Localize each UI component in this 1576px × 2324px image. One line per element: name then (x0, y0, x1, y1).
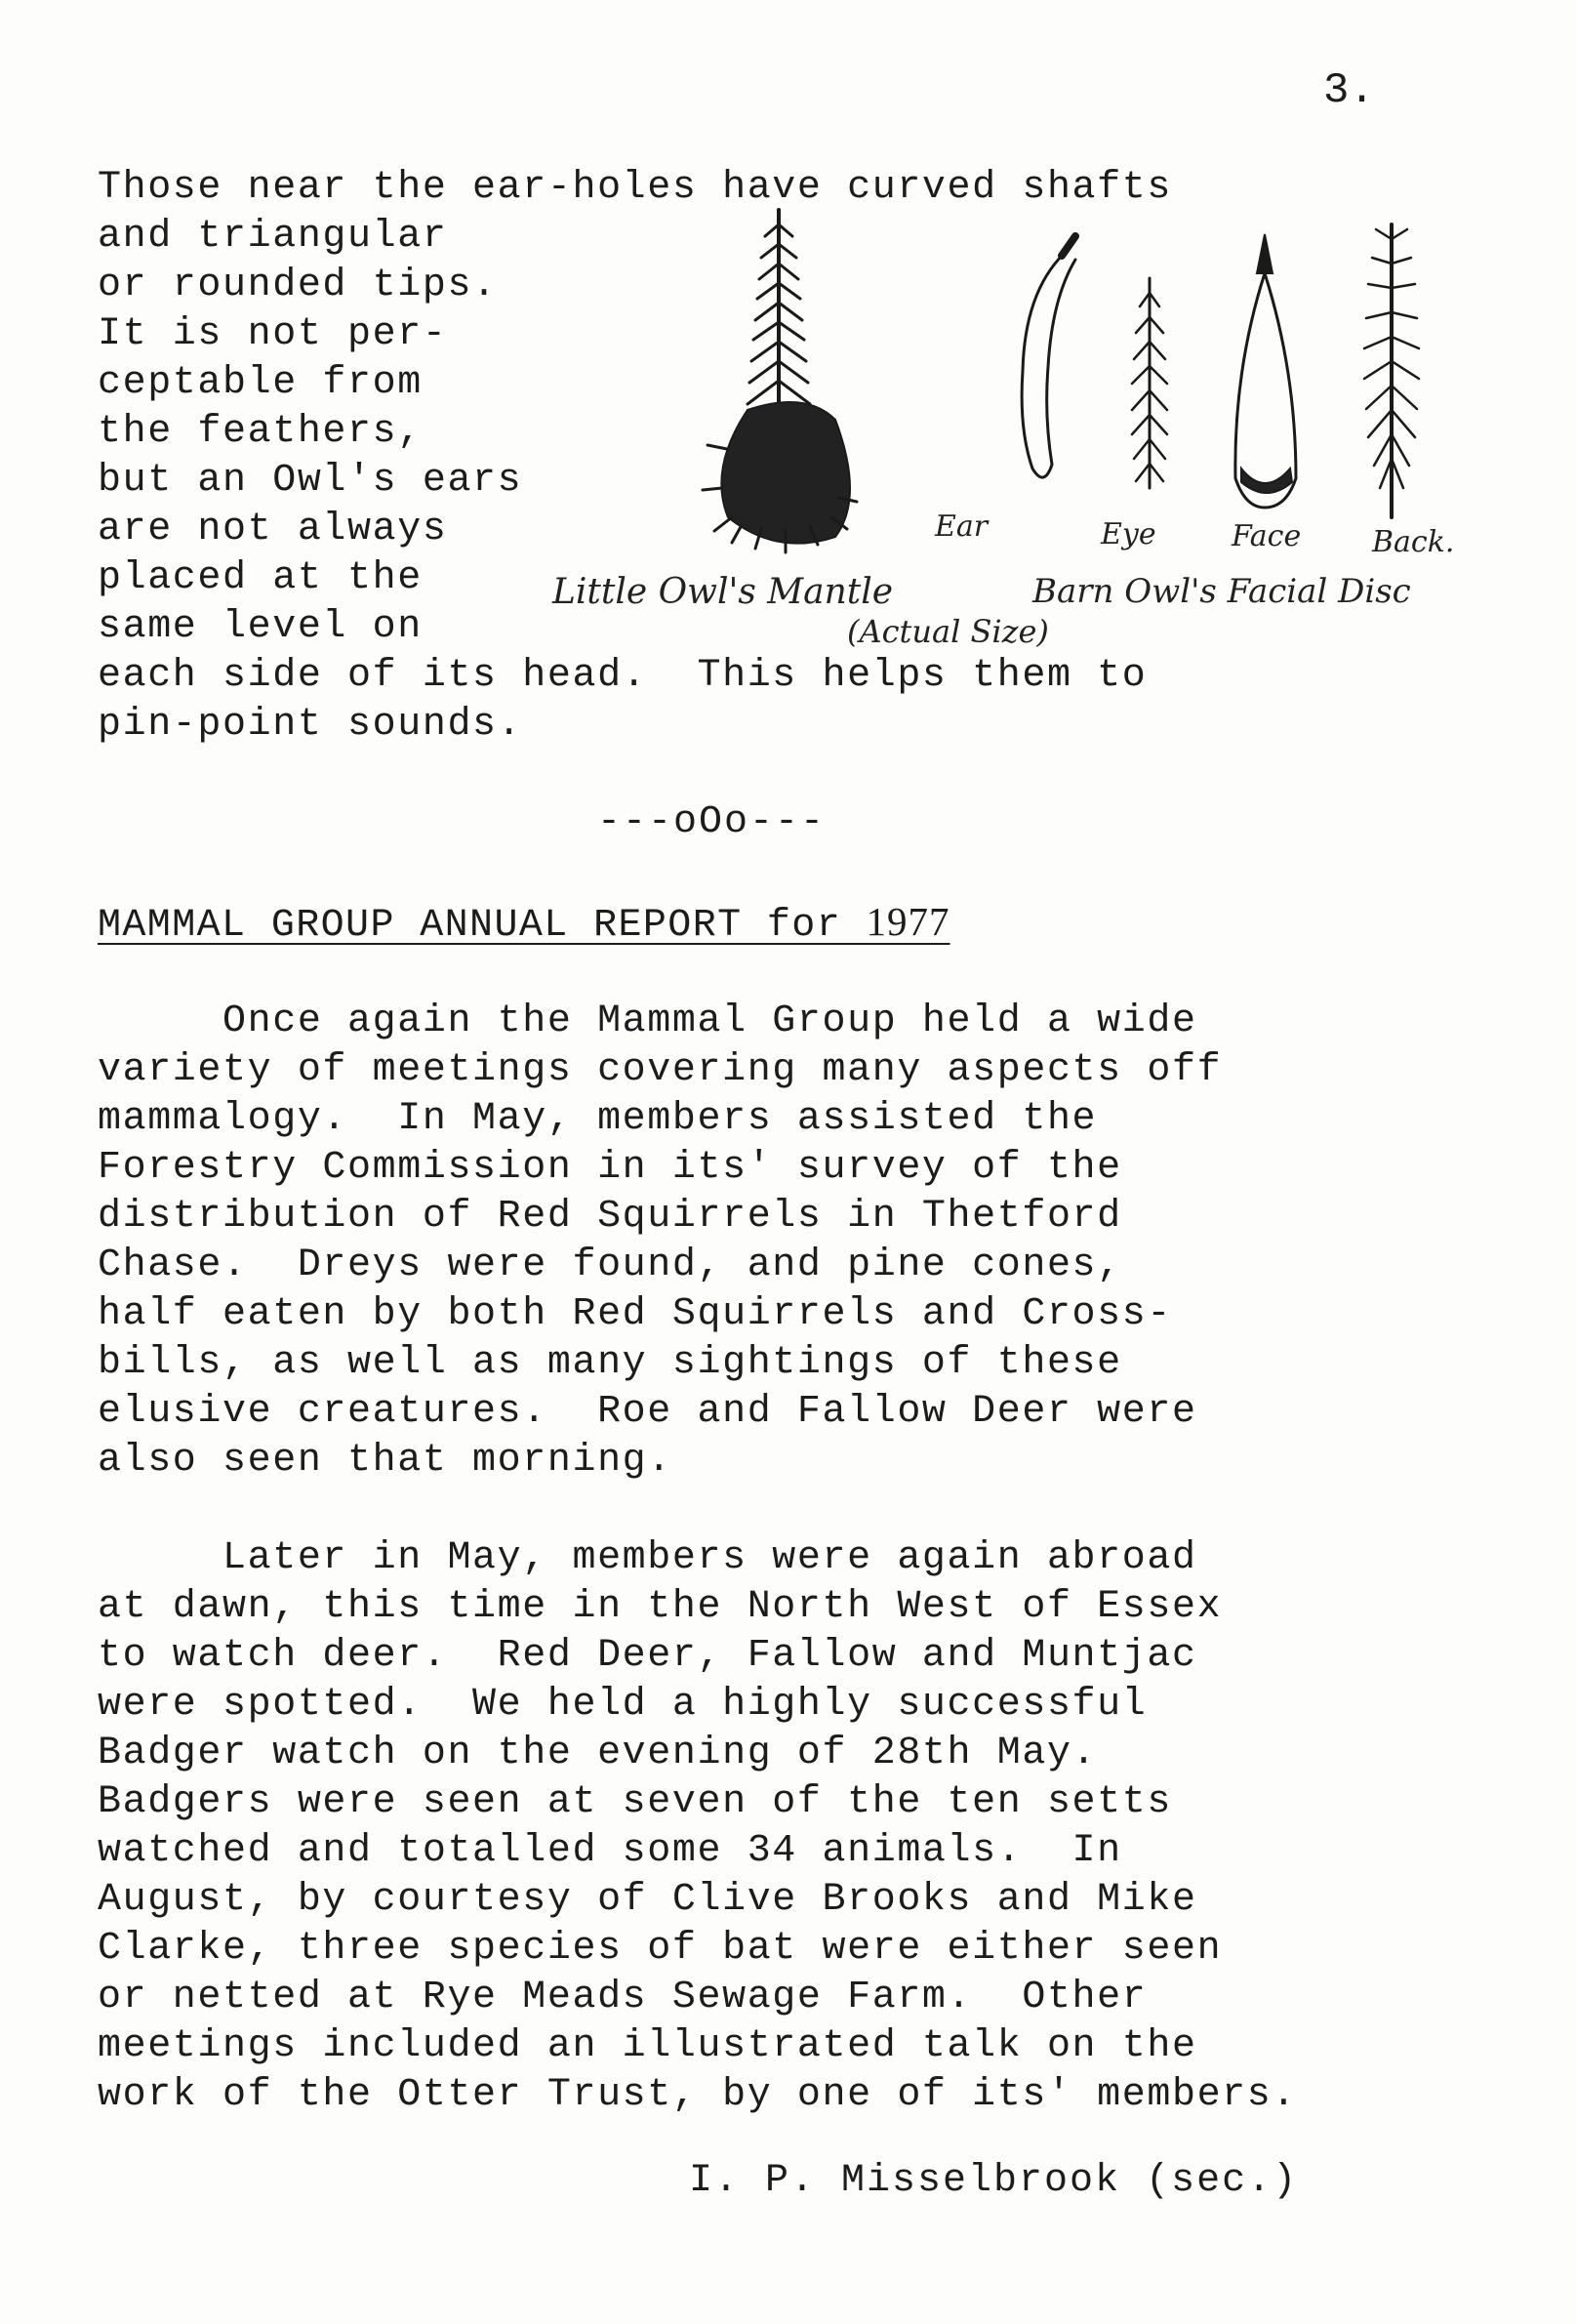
paragraph-2-line: or netted at Rye Meads Sewage Farm. Other (98, 1976, 1148, 2019)
back-feather-drawing (1364, 224, 1419, 517)
paragraph-1-line: bills, as well as many sightings of these (98, 1341, 1122, 1385)
paragraph-2-line: at dawn, this time in the North West of Essex (98, 1585, 1223, 1629)
intro-line: but an Owl's ears (98, 459, 523, 503)
page-number: 3. (1323, 66, 1375, 115)
paragraph-2-line: watched and totalled some 34 animals. In (98, 1829, 1122, 1873)
paragraph-2-line: work of the Otter Trust, by one of its' members. (98, 2073, 1297, 2117)
intro-line: same level on (98, 605, 423, 649)
intro-line: the feathers, (98, 410, 423, 454)
intro-line: each side of its head. This helps them to (98, 654, 1148, 698)
label-ear: Ear (935, 510, 989, 544)
label-actual-size: (Actual Size) (847, 613, 1049, 650)
mantle-feather-drawing (703, 210, 857, 552)
paragraph-1-line: Chase. Dreys were found, and pine cones, (98, 1244, 1122, 1287)
paragraph-1-line: variety of meetings covering many aspects off (98, 1048, 1223, 1092)
intro-line: ceptable from (98, 361, 423, 405)
paragraph-1-line: Forestry Commission in its' survey of the (98, 1146, 1122, 1190)
intro-line: placed at the (98, 556, 423, 600)
intro-line: and triangular (98, 215, 448, 259)
heading-text: MAMMAL GROUP ANNUAL REPORT for (98, 904, 867, 948)
label-barn-owl-facial-disc: Barn Owl's Facial Disc (1032, 572, 1411, 611)
paragraph-1-line: half eaten by both Red Squirrels and Cross- (98, 1292, 1172, 1336)
intro-line: It is not per- (98, 312, 448, 356)
label-little-owl-mantle: Little Owl's Mantle (552, 572, 894, 612)
paragraph-1-line: distribution of Red Squirrels in Thetford (98, 1195, 1122, 1239)
section-heading (98, 898, 950, 948)
eye-feather-drawing (1132, 278, 1167, 488)
label-eye: Eye (1101, 517, 1156, 551)
ear-feather-drawing (1022, 236, 1075, 477)
heading-year: 1977 (866, 899, 950, 944)
paragraph-2-line: Later in May, members were again abroad (98, 1536, 1197, 1580)
paragraph-1-line: also seen that morning. (98, 1439, 672, 1483)
label-back: Back. (1372, 525, 1455, 559)
face-feather-drawing (1235, 234, 1296, 508)
intro-line: or rounded tips. (98, 264, 498, 307)
signature: I. P. Misselbrook (sec.) (689, 2159, 1299, 2203)
paragraph-2-line: were spotted. We held a highly successful (98, 1683, 1148, 1727)
paragraph-2-line: Clarke, three species of bat were either seen (98, 1927, 1223, 1971)
paragraph-2-line: meetings included an illustrated talk on the (98, 2024, 1197, 2068)
paragraph-1-line: elusive creatures. Roe and Fallow Deer were (98, 1390, 1197, 1434)
paragraph-2-line: to watch deer. Red Deer, Fallow and Muntjac (98, 1634, 1197, 1678)
paragraph-1-line: mammalogy. In May, members assisted the (98, 1097, 1098, 1141)
intro-line: pin-point sounds. (98, 703, 523, 747)
label-face: Face (1232, 519, 1302, 553)
intro-line: Those near the ear-holes have curved shafts (98, 166, 1172, 210)
paragraph-1-line: Once again the Mammal Group held a wide (98, 999, 1197, 1043)
paragraph-2-line: Badgers were seen at seven of the ten setts (98, 1780, 1172, 1824)
intro-line: are not always (98, 508, 448, 551)
owl-feather-illustration (546, 195, 1503, 605)
section-separator: ---oOo--- (597, 800, 827, 844)
paragraph-2-line: Badger watch on the evening of 28th May. (98, 1732, 1098, 1775)
paragraph-2-line: August, by courtesy of Clive Brooks and Mike (98, 1878, 1197, 1922)
